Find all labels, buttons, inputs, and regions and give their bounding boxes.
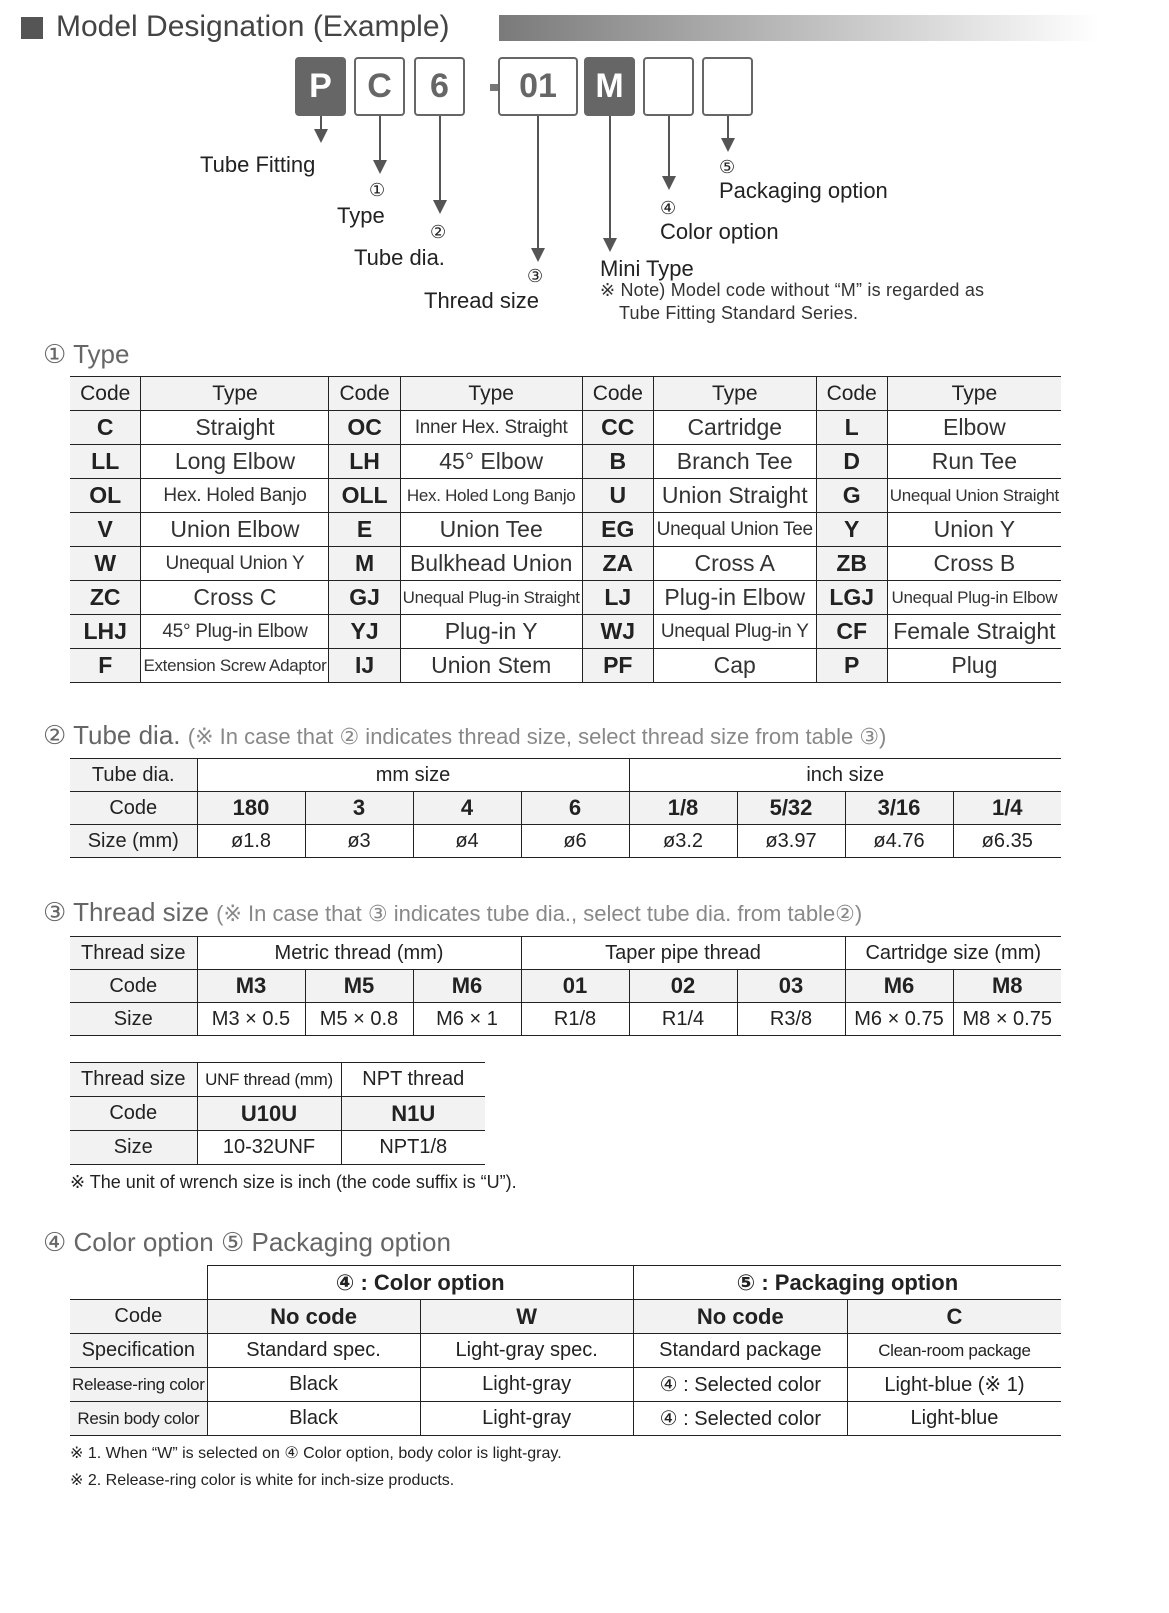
label-color-num: ④ — [660, 198, 677, 218]
row-label: Release-ring color — [70, 1368, 207, 1402]
type-code: WJ — [582, 615, 653, 649]
type-name: 45° Plug-in Elbow — [141, 615, 329, 649]
type-name: Cross C — [141, 581, 329, 615]
label-pack: Packaging option — [719, 178, 888, 203]
type-code: CC — [582, 411, 653, 445]
size-cell: ø6.35 — [953, 825, 1061, 858]
row-label: Size — [70, 1131, 197, 1165]
spec-cell: Clean-room package — [847, 1334, 1061, 1368]
table-row — [70, 1131, 485, 1165]
row-label: Code — [70, 970, 197, 1003]
type-header-cell: Code — [70, 377, 141, 411]
type-code: LJ — [582, 581, 653, 615]
row-label: Size (mm) — [70, 825, 197, 858]
type-name: Unequal Plug-in Elbow — [887, 581, 1061, 615]
type-code: P — [816, 649, 887, 683]
code-box-thread: 01 — [498, 57, 578, 116]
type-header-cell: Type — [400, 377, 582, 411]
type-code: IJ — [329, 649, 400, 683]
type-code: L — [816, 411, 887, 445]
thread-heading-text: ③ Thread size — [43, 897, 209, 927]
type-name: Long Elbow — [141, 445, 329, 479]
unf-npt-table — [70, 1062, 485, 1165]
type-code: ZC — [70, 581, 141, 615]
code-box-mini: M — [584, 57, 635, 116]
type-code: PF — [582, 649, 653, 683]
ring-color-cell: ④ : Selected color — [633, 1368, 847, 1402]
code-cell: C — [847, 1300, 1061, 1334]
arrow-line-thread — [537, 116, 539, 250]
code-cell: M6 — [845, 970, 953, 1003]
label-pack-num: ⑤ — [719, 157, 736, 177]
row-label: Code — [70, 1300, 207, 1334]
size-cell: M5 × 0.8 — [305, 1003, 413, 1036]
type-name: Union Tee — [400, 513, 582, 547]
label-tube-num: ② — [430, 222, 447, 242]
code-cell: 1/8 — [629, 792, 737, 825]
type-header-cell: Type — [653, 377, 816, 411]
code-cell: 01 — [521, 970, 629, 1003]
resin-color-cell: Light-gray — [420, 1402, 633, 1436]
thread-size-table — [70, 936, 1061, 1036]
code-cell: M8 — [953, 970, 1061, 1003]
row-label: Tube dia. — [70, 759, 197, 792]
type-code: OC — [329, 411, 400, 445]
type-name: Union Straight — [653, 479, 816, 513]
label-mini: Mini Type — [600, 256, 694, 281]
section-title-bar — [21, 10, 1101, 44]
arrow-head-packaging — [721, 138, 735, 152]
type-code: G — [816, 479, 887, 513]
table-row — [70, 1334, 1061, 1368]
size-cell: ø1.8 — [197, 825, 305, 858]
size-cell: R1/4 — [629, 1003, 737, 1036]
type-name: Plug-in Y — [400, 615, 582, 649]
type-code: C — [70, 411, 141, 445]
row-label: Size — [70, 1003, 197, 1036]
type-header-cell: Code — [582, 377, 653, 411]
type-header-cell: Type — [141, 377, 329, 411]
type-name: Female Straight — [887, 615, 1061, 649]
type-table-header — [70, 377, 1061, 411]
type-name: Elbow — [887, 411, 1061, 445]
type-name: Cross A — [653, 547, 816, 581]
code-cell: 1/4 — [953, 792, 1061, 825]
arrow-head-tube-fitting — [314, 129, 328, 143]
unf-footnote: ※ The unit of wrench size is inch (the code suffix is “U”). — [70, 1172, 517, 1192]
type-code: V — [70, 513, 141, 547]
type-name: Cartridge — [653, 411, 816, 445]
type-code: LL — [70, 445, 141, 479]
group-header: Taper pipe thread — [521, 937, 845, 970]
code-cell: W — [420, 1300, 633, 1334]
type-name: Inner Hex. Straight — [400, 411, 582, 445]
ring-color-cell: Light-blue (※ 1) — [847, 1368, 1061, 1402]
tube-heading-text: ② Tube dia. — [43, 720, 181, 750]
table-row — [70, 581, 1061, 615]
code-cell: 3/16 — [845, 792, 953, 825]
table-row — [70, 649, 1061, 683]
type-name: Union Y — [887, 513, 1061, 547]
tube-heading-note: (※ In case that ② indicates thread size, select thread size from table ③) — [187, 724, 887, 749]
code-cell: No code — [207, 1300, 420, 1334]
code-cell: M5 — [305, 970, 413, 1003]
spec-cell: Standard spec. — [207, 1334, 420, 1368]
group-header: ⑤ : Packaging option — [633, 1266, 1061, 1300]
table-row — [70, 937, 1061, 970]
group-header: ④ : Color option — [207, 1266, 633, 1300]
code-cell: U10U — [197, 1097, 341, 1131]
type-name: Hex. Holed Long Banjo — [400, 479, 582, 513]
type-code: LHJ — [70, 615, 141, 649]
size-cell: 10-32UNF — [197, 1131, 341, 1165]
table-row — [70, 825, 1061, 858]
size-cell: R3/8 — [737, 1003, 845, 1036]
type-header-cell: Type — [887, 377, 1061, 411]
code-box-P: P — [295, 57, 346, 116]
table-row — [70, 411, 1061, 445]
arrow-line-mini — [609, 116, 611, 240]
size-cell: ø3 — [305, 825, 413, 858]
table-row — [70, 1300, 1061, 1334]
size-cell: M8 × 0.75 — [953, 1003, 1061, 1036]
arrow-head-mini — [603, 238, 617, 252]
blank-cell — [70, 1266, 207, 1300]
group-header: mm size — [197, 759, 629, 792]
type-table — [70, 376, 1061, 683]
code-cell: 4 — [413, 792, 521, 825]
arrow-head-color — [662, 176, 676, 190]
size-cell: ø4 — [413, 825, 521, 858]
type-code: B — [582, 445, 653, 479]
type-name: Branch Tee — [653, 445, 816, 479]
type-code: YJ — [329, 615, 400, 649]
type-name: Union Stem — [400, 649, 582, 683]
type-name: Plug-in Elbow — [653, 581, 816, 615]
type-code: D — [816, 445, 887, 479]
type-header-cell: Code — [816, 377, 887, 411]
type-name: Unequal Plug-in Straight — [400, 581, 582, 615]
type-code: EG — [582, 513, 653, 547]
table-row — [70, 1368, 1061, 1402]
code-box-color — [643, 57, 694, 116]
group-header: inch size — [629, 759, 1061, 792]
code-box-packaging — [702, 57, 753, 116]
ring-color-cell: Black — [207, 1368, 420, 1402]
option-table — [70, 1265, 1061, 1436]
type-code: ZB — [816, 547, 887, 581]
size-cell: M6 × 0.75 — [845, 1003, 953, 1036]
label-thread-num: ③ — [527, 266, 544, 286]
type-name: Extension Screw Adaptor — [141, 649, 329, 683]
size-cell: ø6 — [521, 825, 629, 858]
code-cell: 02 — [629, 970, 737, 1003]
size-cell: ø4.76 — [845, 825, 953, 858]
arrow-line-packaging — [727, 116, 729, 140]
row-label: Specification — [70, 1334, 207, 1368]
code-cell: 180 — [197, 792, 305, 825]
table-row — [70, 1063, 485, 1097]
size-cell: ø3.97 — [737, 825, 845, 858]
code-cell: 03 — [737, 970, 845, 1003]
table-row — [70, 1097, 485, 1131]
type-code: GJ — [329, 581, 400, 615]
label-color: Color option — [660, 219, 779, 244]
type-name: Hex. Holed Banjo — [141, 479, 329, 513]
size-cell: ø3.2 — [629, 825, 737, 858]
code-cell: N1U — [341, 1097, 485, 1131]
type-name: Unequal Union Y — [141, 547, 329, 581]
table-row — [70, 513, 1061, 547]
type-code: W — [70, 547, 141, 581]
label-mini-note-1: ※ Note) Model code without “M” is regarded as — [600, 280, 985, 300]
type-name: Bulkhead Union — [400, 547, 582, 581]
resin-color-cell: Light-blue — [847, 1402, 1061, 1436]
title-square-icon — [21, 17, 43, 39]
arrow-head-thread — [531, 248, 545, 262]
code-cell: No code — [633, 1300, 847, 1334]
table-row — [70, 1266, 1061, 1300]
ring-color-cell: Light-gray — [420, 1368, 633, 1402]
code-cell: M6 — [413, 970, 521, 1003]
table-row — [70, 615, 1061, 649]
type-code: F — [70, 649, 141, 683]
group-header: NPT thread — [341, 1063, 485, 1097]
type-code: Y — [816, 513, 887, 547]
type-code: CF — [816, 615, 887, 649]
code-box-type: C — [354, 57, 405, 116]
type-code: LH — [329, 445, 400, 479]
row-label: Resin body color — [70, 1402, 207, 1436]
arrow-line-color — [668, 116, 670, 178]
type-code: OLL — [329, 479, 400, 513]
code-cell: 6 — [521, 792, 629, 825]
label-tube: Tube dia. — [354, 245, 445, 270]
size-cell: NPT1/8 — [341, 1131, 485, 1165]
group-header: Cartridge size (mm) — [845, 937, 1061, 970]
label-type: Type — [337, 203, 385, 228]
resin-color-cell: ④ : Selected color — [633, 1402, 847, 1436]
page-title: Model Designation (Example) — [56, 10, 450, 43]
type-name: Cross B — [887, 547, 1061, 581]
code-box-tube: 6 — [414, 57, 465, 116]
size-cell: M3 × 0.5 — [197, 1003, 305, 1036]
arrow-line-tube — [439, 116, 441, 202]
option-footnote-2: ※ 2. Release-ring color is white for inch-size products. — [70, 1472, 455, 1489]
code-cell: 3 — [305, 792, 413, 825]
type-code: LGJ — [816, 581, 887, 615]
label-mini-note-2: Tube Fitting Standard Series. — [619, 303, 859, 323]
group-header: UNF thread (mm) — [197, 1063, 341, 1097]
type-name: Union Elbow — [141, 513, 329, 547]
table-row — [70, 445, 1061, 479]
label-tube-fitting: Tube Fitting — [200, 152, 316, 177]
title-gradient-bar — [499, 15, 1099, 41]
type-header-cell: Code — [329, 377, 400, 411]
arrow-line-tube-fitting — [320, 116, 322, 130]
option-footnote-1: ※ 1. When “W” is selected on ④ Color option, body color is light-gray. — [70, 1445, 562, 1462]
type-name: Plug — [887, 649, 1061, 683]
table-row — [70, 1003, 1061, 1036]
code-cell: 5/32 — [737, 792, 845, 825]
type-section-heading: ① Type — [43, 339, 130, 369]
type-name: Unequal Plug-in Y — [653, 615, 816, 649]
type-code: ZA — [582, 547, 653, 581]
type-name: Unequal Union Tee — [653, 513, 816, 547]
option-section-heading: ④ Color option ⑤ Packaging option — [43, 1227, 451, 1257]
type-code: OL — [70, 479, 141, 513]
table-row — [70, 792, 1061, 825]
row-label: Thread size — [70, 1063, 197, 1097]
thread-heading-note: (※ In case that ③ indicates tube dia., select tube dia. from table②) — [216, 901, 863, 926]
label-thread: Thread size — [424, 288, 539, 313]
type-name: Run Tee — [887, 445, 1061, 479]
tube-dia-table — [70, 758, 1061, 858]
thread-section-heading — [43, 897, 862, 928]
table-row — [70, 479, 1061, 513]
tube-section-heading — [43, 720, 886, 751]
row-label: Thread size — [70, 937, 197, 970]
type-code: M — [329, 547, 400, 581]
table-row — [70, 1402, 1061, 1436]
resin-color-cell: Black — [207, 1402, 420, 1436]
table-row — [70, 759, 1061, 792]
arrow-head-tube — [433, 200, 447, 214]
row-label: Code — [70, 792, 197, 825]
row-label: Code — [70, 1097, 197, 1131]
table-row — [70, 547, 1061, 581]
arrow-line-type — [379, 116, 381, 162]
group-header: Metric thread (mm) — [197, 937, 521, 970]
spec-cell: Light-gray spec. — [420, 1334, 633, 1368]
label-type-num: ① — [369, 180, 386, 200]
type-code: E — [329, 513, 400, 547]
size-cell: M6 × 1 — [413, 1003, 521, 1036]
arrow-head-type — [373, 160, 387, 174]
type-name: Unequal Union Straight — [887, 479, 1061, 513]
spec-cell: Standard package — [633, 1334, 847, 1368]
type-code: U — [582, 479, 653, 513]
type-name: Cap — [653, 649, 816, 683]
type-name: 45° Elbow — [400, 445, 582, 479]
code-cell: M3 — [197, 970, 305, 1003]
type-name: Straight — [141, 411, 329, 445]
size-cell: R1/8 — [521, 1003, 629, 1036]
table-row — [70, 970, 1061, 1003]
